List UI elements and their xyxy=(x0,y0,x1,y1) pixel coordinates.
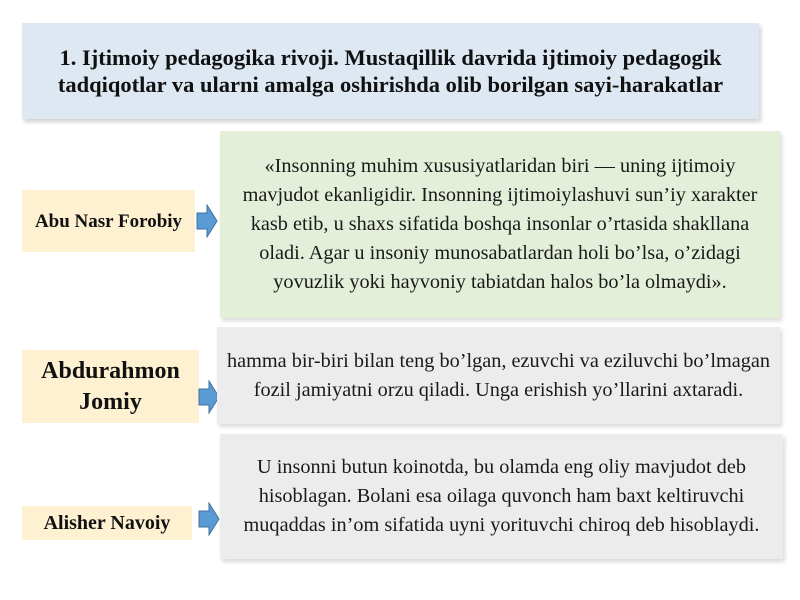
right-arrow-icon xyxy=(196,204,218,238)
quote-text: «Insonning muhim xususiyatlaridan biri — uning ijtimoiy mavjudot ekanligidir. Insonning ijtimoiylashuvi sun’iy xarakter kasb etib, u shaxs sifatida boshqa insonlar o’rtasida shakllana oladi. Agar u insoniy munosabatlardan holi bo’lsa, o’zidagi yovuzlik yoki hayvoniy tabiatdan halos bo’la olmaydi». xyxy=(242,155,758,293)
quote-box-jomiy xyxy=(217,327,780,424)
person-name: Abu Nasr Forobiy xyxy=(34,210,183,232)
person-name: Alisher Navoiy xyxy=(43,512,171,534)
quote-box-navoiy xyxy=(220,434,783,559)
quote-box-forobiy xyxy=(220,131,780,318)
name-box-forobiy xyxy=(22,190,195,252)
name-box-jomiy xyxy=(22,350,199,423)
quote-text: hamma bir-biri bilan teng bo’lgan, ezuvchi va eziluvchi bo’lmagan fozil jamiyatni orzu qiladi. Unga erishish yo’llarini axtaradi. xyxy=(226,349,771,401)
slide-title: 1. Ijtimoiy pedagogika rivoji. Mustaqillik davrida ijtimoiy pedagogik tadqiqotlar va ularni amalga oshirishda olib borilgan sayi-harakatlar xyxy=(57,45,724,97)
right-arrow-icon xyxy=(198,502,220,536)
name-box-navoiy xyxy=(22,506,192,540)
quote-text: U insonni butun koinotda, bu olamda eng oliy mavjudot deb hisoblagan. Bolani esa oilaga quvonch ham baxt keltiruvchi muqaddas in’om sifatida uyni yorituvchi chiroq deb hisoblaydi. xyxy=(243,456,760,536)
title-box xyxy=(22,23,759,119)
person-name: Abdurahmon Jomiy xyxy=(41,357,180,415)
